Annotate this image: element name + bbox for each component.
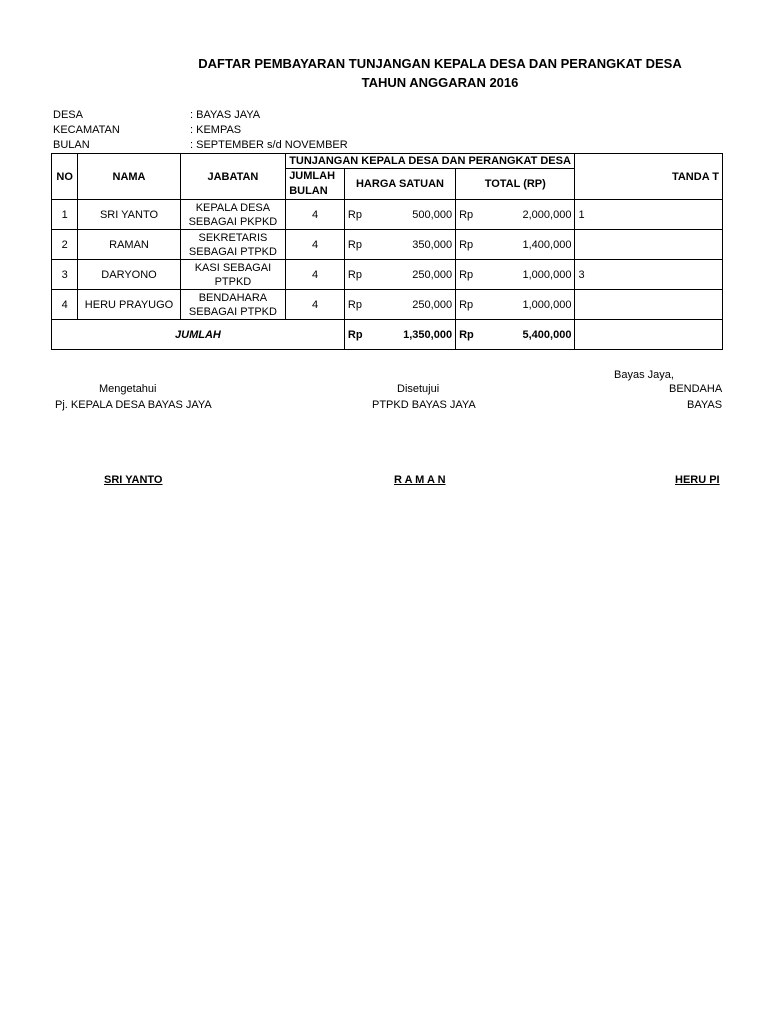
row-total xyxy=(456,230,575,260)
signature-mid-title: Disetujui xyxy=(397,383,440,395)
signature-right-title: BENDAHA xyxy=(669,383,723,395)
row-jabatan xyxy=(180,200,286,230)
harga-value: 250,000 xyxy=(412,268,453,281)
header-jumlah-bulan xyxy=(286,169,345,200)
total-value: 1,400,000 xyxy=(522,238,572,251)
table-row xyxy=(52,290,723,320)
table-row xyxy=(52,200,723,230)
jumlah-tanda xyxy=(575,320,723,350)
row-jabatan-line1: SEKRETARIS xyxy=(198,231,268,244)
row-harga xyxy=(344,230,455,260)
row-nama: DARYONO xyxy=(78,260,180,290)
harga-value: 350,000 xyxy=(412,238,453,251)
row-bulan: 4 xyxy=(286,230,345,260)
row-bulan: 4 xyxy=(286,290,345,320)
row-nama: SRI YANTO xyxy=(78,200,180,230)
row-jabatan-line1: BENDAHARA xyxy=(198,291,268,304)
table-row xyxy=(52,260,723,290)
jumlah-total xyxy=(456,320,575,350)
header-jumlah-line: JUMLAH xyxy=(289,170,336,182)
header-nama: NAMA xyxy=(78,154,180,200)
currency-label: Rp xyxy=(347,208,362,221)
header-tunjangan-group: TUNJANGAN KEPALA DESA DAN PERANGKAT DESA xyxy=(286,154,575,169)
row-harga xyxy=(344,200,455,230)
currency-label: Rp xyxy=(347,238,362,251)
currency-label: Rp xyxy=(459,298,474,311)
row-tanda xyxy=(575,290,723,320)
row-nama: RAMAN xyxy=(78,230,180,260)
jumlah-label: JUMLAH xyxy=(52,320,345,350)
row-jabatan-line2: SEBAGAI PTPKD xyxy=(188,245,277,258)
row-jabatan-line2: PTPKD xyxy=(214,275,252,288)
row-jabatan-line1: KASI SEBAGAI xyxy=(194,261,272,274)
header-tanda: TANDA T xyxy=(575,154,723,200)
harga-value: 250,000 xyxy=(412,298,453,311)
signature-left-name: SRI YANTO xyxy=(104,474,163,486)
jumlah-row xyxy=(52,320,723,350)
header-harga-satuan: HARGA SATUAN xyxy=(344,169,455,200)
row-tanda: 1 xyxy=(575,200,723,230)
info-value-kecamatan: : KEMPAS xyxy=(190,124,242,136)
row-jabatan xyxy=(180,260,286,290)
header-bulan-line: BULAN xyxy=(289,185,328,197)
total-value: 2,000,000 xyxy=(522,208,572,221)
row-no: 2 xyxy=(52,230,78,260)
currency-label: Rp xyxy=(459,328,474,341)
signature-left-role: Pj. KEPALA DESA BAYAS JAYA xyxy=(55,399,212,411)
signature-mid-name: R A M A N xyxy=(394,474,446,486)
row-jabatan-line1: KEPALA DESA xyxy=(195,201,271,214)
info-value-bulan: : SEPTEMBER s/d NOVEMBER xyxy=(190,139,348,151)
header-total: TOTAL (RP) xyxy=(456,169,575,200)
currency-label: Rp xyxy=(347,298,362,311)
row-nama: HERU PRAYUGO xyxy=(78,290,180,320)
row-harga xyxy=(344,260,455,290)
row-bulan: 4 xyxy=(286,200,345,230)
row-no: 1 xyxy=(52,200,78,230)
table-row xyxy=(52,230,723,260)
info-value-desa: : BAYAS JAYA xyxy=(190,109,261,121)
row-bulan: 4 xyxy=(286,260,345,290)
currency-label: Rp xyxy=(459,208,474,221)
row-jabatan xyxy=(180,290,286,320)
row-no: 4 xyxy=(52,290,78,320)
row-jabatan xyxy=(180,230,286,260)
row-jabatan-line2: SEBAGAI PTPKD xyxy=(188,305,277,318)
signature-right-role: BAYAS xyxy=(687,399,723,411)
signature-place: Bayas Jaya, xyxy=(614,369,674,381)
header-jabatan: JABATAN xyxy=(180,154,286,200)
info-label-bulan: BULAN xyxy=(53,139,90,151)
row-tanda xyxy=(575,230,723,260)
harga-value: 500,000 xyxy=(412,208,453,221)
payment-table xyxy=(51,153,723,350)
page-title-line2: TAHUN ANGGARAN 2016 xyxy=(361,75,519,90)
signature-mid-role: PTPKD BAYAS JAYA xyxy=(372,399,476,411)
jumlah-total-value: 5,400,000 xyxy=(522,328,572,341)
jumlah-harga-value: 1,350,000 xyxy=(403,328,453,341)
row-jabatan-line2: SEBAGAI PKPKD xyxy=(188,215,278,228)
info-label-kecamatan: KECAMATAN xyxy=(53,124,120,136)
row-no: 3 xyxy=(52,260,78,290)
row-total xyxy=(456,290,575,320)
currency-label: Rp xyxy=(347,328,363,341)
row-tanda: 3 xyxy=(575,260,723,290)
total-value: 1,000,000 xyxy=(522,268,572,281)
info-label-desa: DESA xyxy=(53,109,83,121)
header-no: NO xyxy=(52,154,78,200)
jumlah-harga xyxy=(344,320,455,350)
currency-label: Rp xyxy=(459,268,474,281)
row-total xyxy=(456,200,575,230)
page-title-line1: DAFTAR PEMBAYARAN TUNJANGAN KEPALA DESA DAN PERANGKAT DESA xyxy=(198,56,682,71)
row-harga xyxy=(344,290,455,320)
total-value: 1,000,000 xyxy=(522,298,572,311)
currency-label: Rp xyxy=(347,268,362,281)
signature-left-title: Mengetahui xyxy=(99,383,157,395)
row-total xyxy=(456,260,575,290)
signature-right-name: HERU PI xyxy=(675,474,720,486)
currency-label: Rp xyxy=(459,238,474,251)
